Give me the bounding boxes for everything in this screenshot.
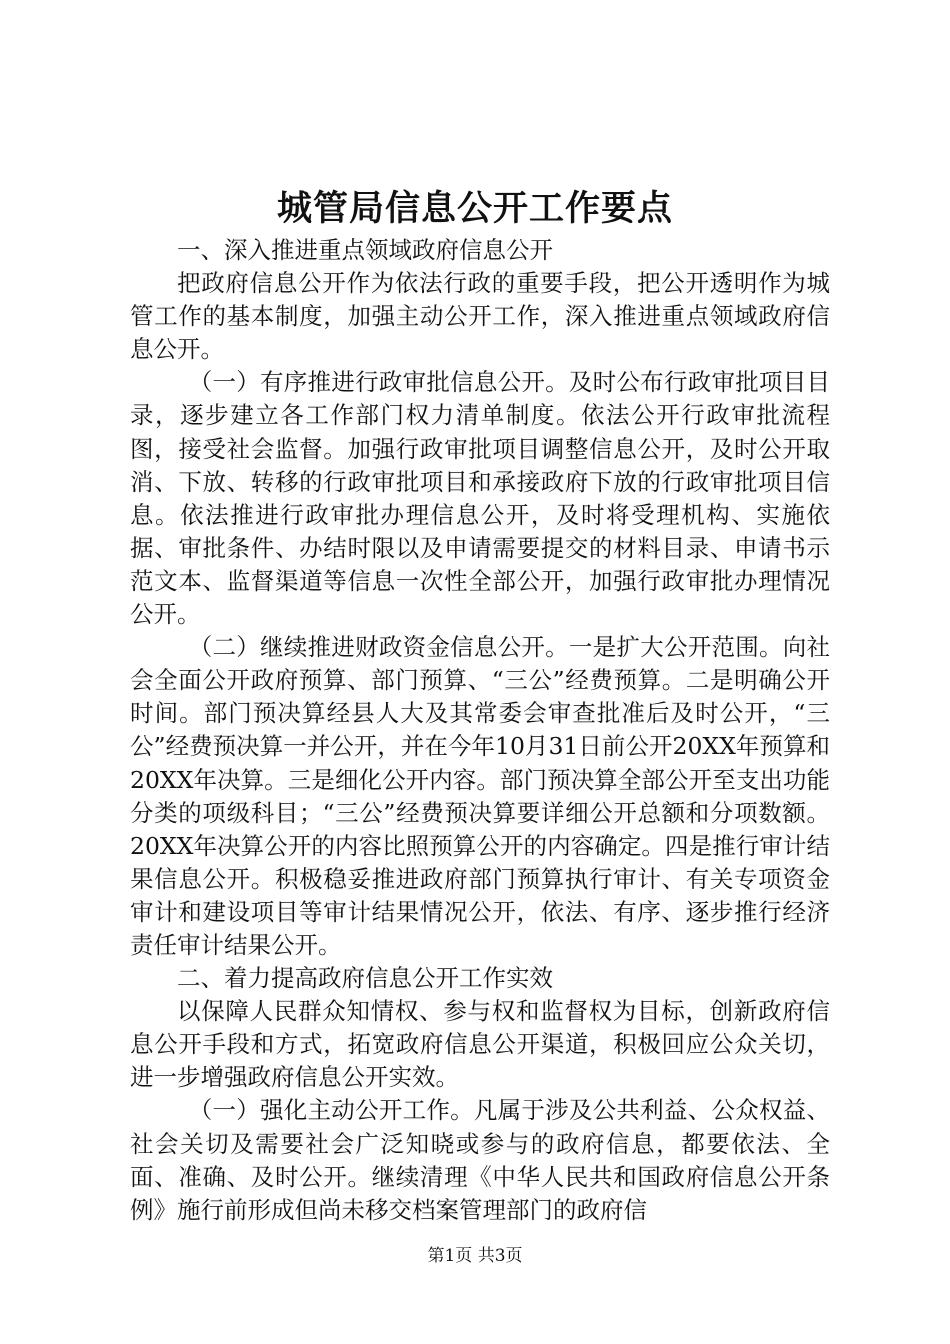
page-footer: 第1页 共3页 (427, 1246, 523, 1266)
paragraph-intro-1: 把政府信息公开作为依法行政的重要手段，把公开透明作为城管工作的基本制度，加强主动公开工作，深入推进重点领域政府信息公开。 (130, 269, 830, 364)
section-heading-1: 一、深入推进重点领域政府信息公开 (177, 236, 553, 264)
document-title: 城管局信息公开工作要点 (276, 188, 673, 229)
paragraph-subsection-2-1: （一）强化主动公开工作。凡属于涉及公共利益、公众权益、社会关切及需要社会广泛知晓或参与的政府信息，都要依法、全面、准确、及时公开。继续清理《中华人民共和国政府信息公开条例》施行前形成但尚未移交档案管理部门的政府信 (130, 1096, 830, 1224)
document-body (130, 234, 830, 1227)
section-heading-2: 二、着力提高政府信息公开工作实效 (177, 964, 553, 993)
paragraph-intro-2: 以保障人民群众知情权、参与权和监督权为目标，创新政府信息公开手段和方式，拓宽政府信息公开渠道，积极回应公众关切，进一步增强政府信息公开实效。 (130, 997, 830, 1092)
paragraph-subsection-1-1: （一）有序推进行政审批信息公开。及时公布行政审批项目目录，逐步建立各工作部门权力清单制度。依法公开行政审批流程图，接受社会监督。加强行政审批项目调整信息公开，及时公开取消、下放、转移的行政审批项目和承接政府下放的行政审批项目信息。依法推进行政审批办理信息公开，及时将受理机构、实施依据、审批条件、办结时限以及申请需要提交的材料目录、申请书示范文本、监督渠道等信息一次性全部公开，加强行政审批办理情况公开。 (130, 368, 830, 629)
paragraph-subsection-1-2: （二）继续推进财政资金信息公开。一是扩大公开范围。向社会全面公开政府预算、部门预算、“三公”经费预算。二是明确公开时间。部门预决算经县人大及其常委会审查批准后及时公开，“三公”经费预决算一并公开，并在今年10月31日前公开20XX年预算和20XX年决算。三是细化公开内容。部门预决算全部公开至支出功能分类的项级科目；“三公”经费预决算要详细公开总额和分项数额。20XX年决算公开的内容比照预算公开的内容确定。四是推行审计结果信息公开。积极稳妥推进政府部门预算执行审计、有关专项资金审计和建设项目等审计结果情况公开，依法、有序、逐步推行经济责任审计结果公开。 (130, 633, 830, 959)
